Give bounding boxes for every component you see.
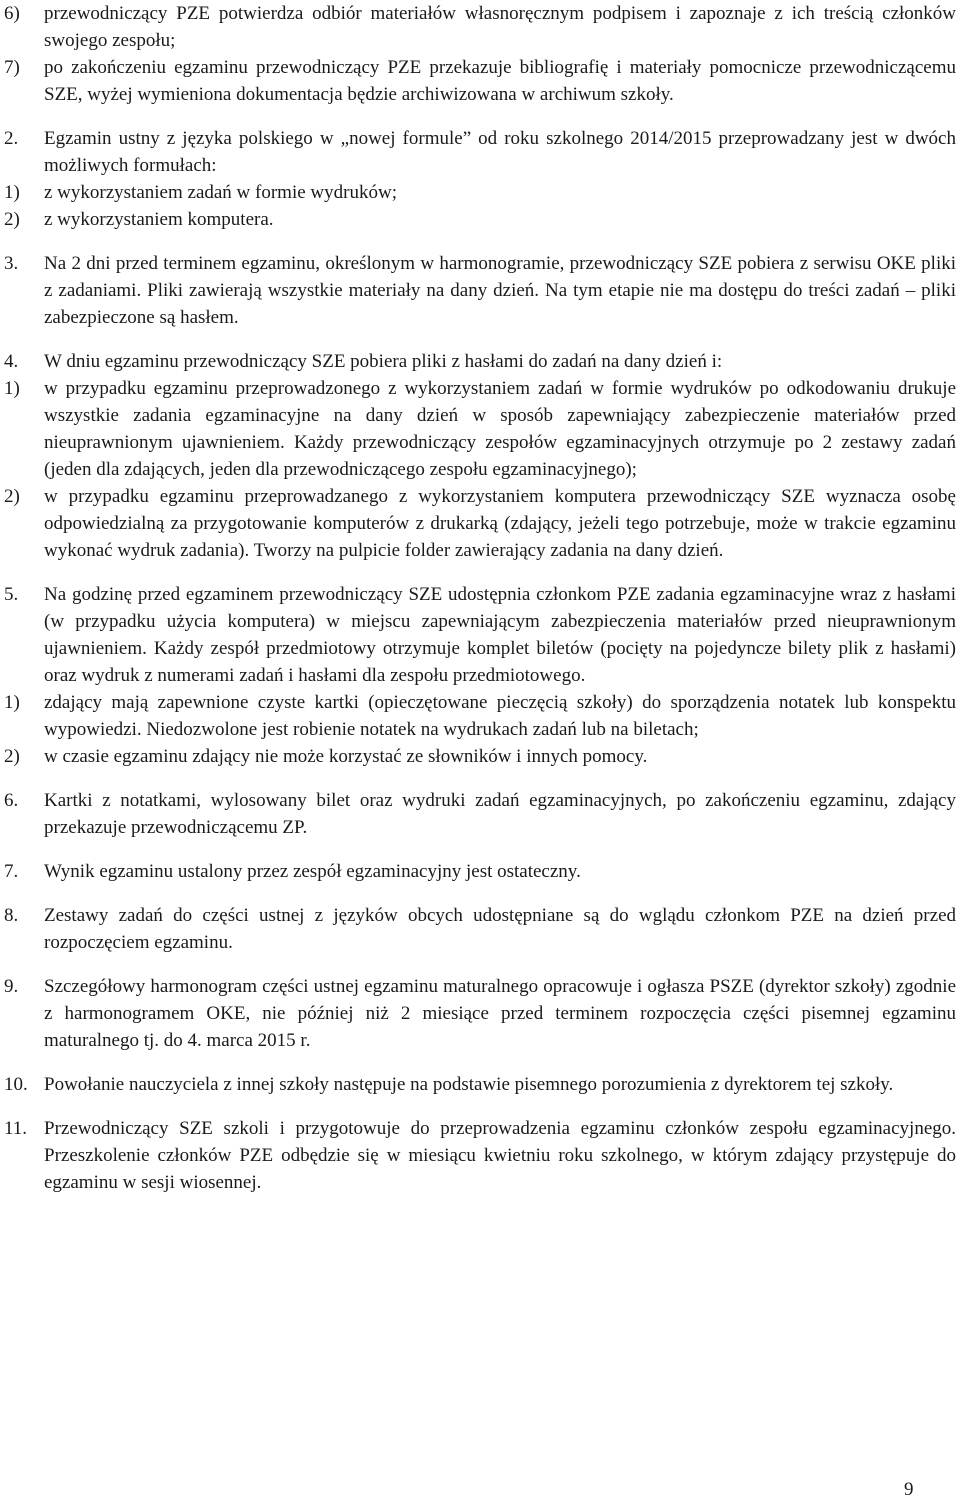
paragraph-number: 4. <box>4 351 19 372</box>
paragraph-text: Na 2 dni przed terminem egzaminu, określonym w harmonogramie, przewodniczący SZE pobiera z serwisu OKE pliki z zadaniami. Pliki zawierają wszystkie materiały na dany dzień. Na tym etapie nie ma dostępu do treści zadań – pliki zabezpieczone są hasłem. <box>44 253 956 328</box>
list-item <box>0 375 960 483</box>
numbered-paragraph <box>0 787 960 841</box>
numbered-paragraph <box>0 348 960 375</box>
paragraph-text: Wynik egzaminu ustalony przez zespół egzaminacyjny jest ostateczny. <box>44 861 581 882</box>
list-item <box>0 54 960 108</box>
page-number: 9 <box>904 1479 914 1500</box>
list-item-text: w przypadku egzaminu przeprowadzonego z wykorzystaniem zadań w formie wydruków po odkodowaniu drukuje wszystkie zadania egzaminacyjne na dany dzień w sposób zapewniający zabezpieczenie materiałów przed nieuprawnionym ujawnieniem. Każdy przewodniczący zespołów egzaminacyjnych otrzymuje po 2 zestawy zadań (jeden dla zdających, jeden dla przewodniczącego zespołu egzaminacyjnego); <box>44 378 956 480</box>
paragraph-text: Zestawy zadań do części ustnej z języków obcych udostępniane są do wglądu członkom PZE na dzień przed rozpoczęciem egzaminu. <box>44 905 956 953</box>
paragraph-number: 7. <box>4 861 19 882</box>
paragraph-number: 2. <box>4 128 19 149</box>
paragraph-text: Egzamin ustny z języka polskiego w „nowej formule” od roku szkolnego 2014/2015 przeprowadzany jest w dwóch możliwych formułach: <box>44 128 956 176</box>
numbered-paragraph <box>0 581 960 689</box>
paragraph-text: W dniu egzaminu przewodniczący SZE pobiera pliki z hasłami do zadań na dany dzień i: <box>44 351 723 372</box>
list-item-number: 2) <box>4 209 20 230</box>
paragraph-number: 8. <box>4 905 19 926</box>
list-item <box>0 206 960 233</box>
paragraph-text: Przewodniczący SZE szkoli i przygotowuje do przeprowadzenia egzaminu członków zespołu egzaminacyjnego. Przeszkolenie członków PZE odbędzie się w miesiącu kwietniu roku szkolnego, w którym zdający przystępuje do egzaminu w sesji wiosennej. <box>44 1118 956 1193</box>
list-item-number: 7) <box>4 57 20 78</box>
list-item <box>0 0 960 54</box>
numbered-paragraph <box>0 973 960 1054</box>
paragraph-gap <box>0 770 960 787</box>
list-item-text: z wykorzystaniem komputera. <box>44 209 274 230</box>
list-item-number: 6) <box>4 3 20 24</box>
list-item-text: zdający mają zapewnione czyste kartki (opieczętowane pieczęcią szkoły) do sporządzenia notatek lub konspektu wypowiedzi. Niedozwolone jest robienie notatek na wydrukach zadań lub na biletach; <box>44 692 956 740</box>
paragraph-gap <box>0 1098 960 1115</box>
paragraph-gap <box>0 841 960 858</box>
numbered-paragraph <box>0 1115 960 1196</box>
numbered-paragraph <box>0 902 960 956</box>
paragraph-gap <box>0 108 960 125</box>
list-item-number: 1) <box>4 692 20 713</box>
paragraph-text: Kartki z notatkami, wylosowany bilet oraz wydruki zadań egzaminacyjnych, po zakończeniu egzaminu, zdający przekazuje przewodniczącemu ZP. <box>44 790 956 838</box>
paragraph-number: 9. <box>4 976 19 997</box>
list-item-number: 2) <box>4 486 20 507</box>
paragraph-gap <box>0 885 960 902</box>
list-item-text: w przypadku egzaminu przeprowadzanego z wykorzystaniem komputera przewodniczący SZE wyznacza osobę odpowiedzialną za przygotowanie komputerów z drukarką (zdający, jeżeli tego potrzebuje, może w trakcie egzaminu wykonać wydruk zadania). Tworzy na pulpicie folder zawierający zadania na dany dzień. <box>44 486 956 561</box>
paragraph-number: 3. <box>4 253 19 274</box>
list-item-text: z wykorzystaniem zadań w formie wydruków; <box>44 182 397 203</box>
paragraph-text: Powołanie nauczyciela z innej szkoły następuje na podstawie pisemnego porozumienia z dyrektorem tej szkoły. <box>44 1074 894 1095</box>
paragraph-gap <box>0 564 960 581</box>
numbered-paragraph <box>0 858 960 885</box>
list-item <box>0 483 960 564</box>
numbered-paragraph <box>0 250 960 331</box>
numbered-paragraph <box>0 1071 960 1098</box>
paragraph-text: Szczegółowy harmonogram części ustnej egzaminu maturalnego opracowuje i ogłasza PSZE (dyrektor szkoły) zgodnie z harmonogramem OKE, nie później niż 2 miesiące przed terminem rozpoczęcia części pisemnej egzaminu maturalnego tj. do 4. marca 2015 r. <box>44 976 956 1051</box>
paragraph-gap <box>0 1054 960 1071</box>
paragraph-gap <box>0 956 960 973</box>
paragraph-number: 5. <box>4 584 19 605</box>
paragraph-gap <box>0 331 960 348</box>
numbered-paragraph <box>0 125 960 179</box>
list-item-text: po zakończeniu egzaminu przewodniczący PZE przekazuje bibliografię i materiały pomocnicze przewodniczącemu SZE, wyżej wymieniona dokumentacja będzie archiwizowana w archiwum szkoły. <box>44 57 956 105</box>
list-item-number: 1) <box>4 182 20 203</box>
paragraph-number: 10. <box>4 1074 28 1095</box>
list-item-number: 2) <box>4 746 20 767</box>
paragraph-text: Na godzinę przed egzaminem przewodniczący SZE udostępnia członkom PZE zadania egzaminacyjne wraz z hasłami (w przypadku użycia komputera) w miejscu zapewniającym zabezpieczenia materiałów przed nieuprawnionym ujawnieniem. Każdy zespół przedmiotowy otrzymuje komplet biletów (pocięty na pojedyncze bilety plik z hasłami) oraz wydruk z numerami zadań i hasłami dla zespołu przedmiotowego. <box>44 584 956 686</box>
list-item <box>0 689 960 743</box>
list-item-text: przewodniczący PZE potwierdza odbiór materiałów własnoręcznym podpisem i zapoznaje z ich treścią członków swojego zespołu; <box>44 3 956 51</box>
list-item-text: w czasie egzaminu zdający nie może korzystać ze słowników i innych pomocy. <box>44 746 648 767</box>
list-item-number: 1) <box>4 378 20 399</box>
paragraph-gap <box>0 233 960 250</box>
paragraph-number: 6. <box>4 790 19 811</box>
list-item <box>0 179 960 206</box>
paragraph-number: 11. <box>4 1118 28 1139</box>
list-item <box>0 743 960 770</box>
